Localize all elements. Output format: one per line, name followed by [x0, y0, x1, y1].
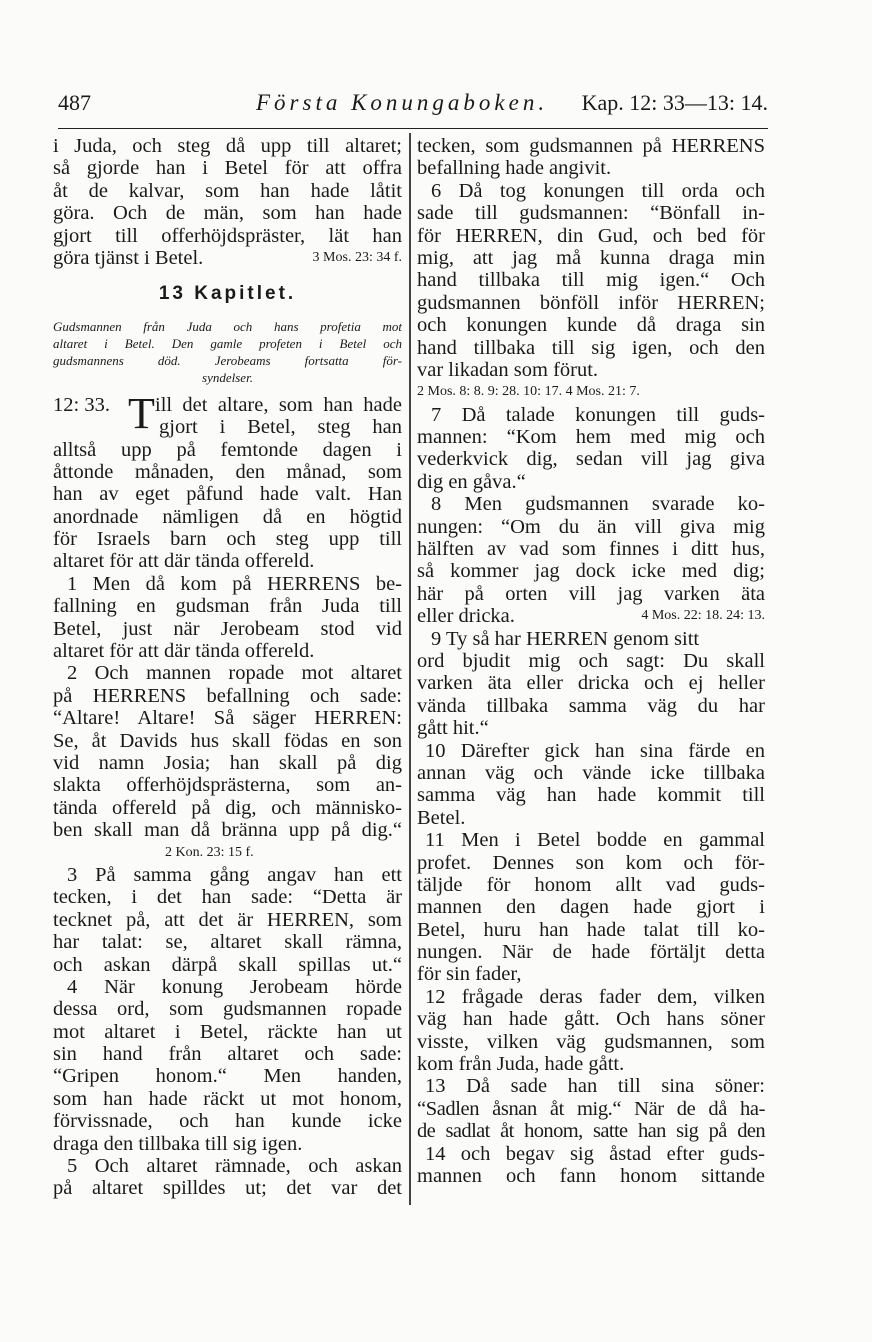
text-line: 2 Och mannen ropade mot altaret [67, 662, 402, 685]
left-column [53, 135, 402, 1205]
text-line: visste, vilken väg gudsmannen, som [417, 1030, 765, 1053]
text-line: fallning en gudsman från Juda till [53, 595, 402, 618]
text-line: nungen. När de hade förtäljt detta [417, 941, 765, 964]
text-line: mot altaret i Betel, räckte han ut [53, 1020, 402, 1043]
chapter-summary [53, 318, 402, 386]
text-line: samma väg han hade kommit till [417, 784, 765, 807]
text-line: vederkvick dig, sedan vill jag giva [417, 448, 765, 471]
text-line: gudsmannen bönföll inför HERREN; [417, 291, 765, 314]
text-line: sin hand från altaret och sade: [53, 1043, 402, 1066]
text-line: 8 Men gudsmannen svarade ko- [431, 493, 765, 516]
text-line: 6 Då tog konungen till orda och [431, 179, 765, 202]
summary-line: gudsmannens död. Jerobeams fortsatta för- [53, 352, 402, 368]
text-line: gjort till offerhöjdspräster, lät han [53, 224, 402, 247]
text-line: “Altare! Altare! Så säger HERREN: [53, 707, 402, 730]
verse-3 [53, 864, 402, 976]
text-line: dig en gåva.“ [417, 470, 526, 493]
text-fragment: eller dricka. [417, 605, 515, 628]
text-line: väg han hade gått. Och hans söner [417, 1008, 765, 1031]
text-line: alltså upp på femtonde dagen i [53, 438, 402, 461]
text-line: 13 Då sade han till sina söner: [425, 1075, 765, 1098]
text-line: 3 På samma gång angav han ett [67, 863, 402, 886]
text-line: hand tillbaka till mig igen.“ Och [417, 269, 765, 292]
text-line: mannen och fann honom sittande [417, 1164, 765, 1187]
text-line: sade till gudsmannen: “Bönfall in- [417, 202, 765, 225]
text-line: profet. Dennes son kom och för- [417, 851, 765, 874]
text-line: och askan därpå skall spillas ut.“ [53, 953, 402, 976]
cross-reference: 2 Mos. 8: 8. 9: 28. 10: 17. 4 Mos. 21: 7. [417, 384, 640, 400]
text-line: Se, åt Davids hus skall födas en son [53, 729, 402, 752]
text-line: gått hit.“ [417, 717, 489, 740]
verse-8 [417, 493, 765, 627]
text-line: mig, att jag må kunna draga min [417, 246, 765, 269]
chapter-heading: 13 Kapitlet. [158, 283, 297, 305]
cross-reference: 2 Kon. 23: 15 f. [165, 844, 254, 860]
text-line: hälften av vad som finnes i ditt hus, [417, 538, 765, 561]
verse-5-continued [417, 135, 765, 180]
text-line: har talat: se, altaret skall rämna, [53, 931, 402, 954]
verse-13 [417, 1075, 765, 1142]
summary-line: altaret i Betel. Den gamle profeten i Betel och [53, 335, 402, 351]
text-line: vända tillbaka samma väg du har [417, 694, 765, 717]
verse-11 [417, 829, 765, 986]
column-divider [409, 133, 411, 1205]
text-line: var likadan som förut. [417, 358, 599, 381]
cross-reference: 3 Mos. 23: 34 f. [312, 249, 402, 265]
cross-reference: 4 Mos. 22: 18. 24: 13. [641, 608, 765, 624]
text-line: altaret för att där tända offereld. [53, 640, 315, 663]
text-line: för Israels barn och steg upp till [53, 528, 402, 551]
verse-1 [53, 573, 402, 663]
text-line: för HERREN, din Gud, och bed för [417, 224, 765, 247]
text-line: kom från Juda, hade gått. [417, 1053, 625, 1076]
summary-line: syndelser. [202, 369, 253, 385]
text-line: så gjorde han i Betel för att offra [53, 157, 402, 180]
verse-10 [417, 740, 765, 830]
text-line: 5 Och altaret rämnade, och askan [67, 1155, 402, 1178]
text-line: åt de kalvar, som han hade låtit [53, 179, 402, 202]
text-line: altaret för att där tända offereld. [53, 550, 315, 573]
text-line: tecken, i det han sade: “Detta är [53, 886, 402, 909]
text-line: som han hade räckt ut mot honom, [53, 1087, 402, 1110]
verse-2 [53, 662, 402, 864]
text-line: här på orten vill jag varken äta [417, 582, 765, 605]
text-line: 9 Ty så har HERREN genom sitt [431, 627, 700, 650]
text-line: 10 Därefter gick han sina färde en [425, 739, 765, 762]
drop-cap: T [128, 388, 155, 438]
text-line: de sadlat åt honom, satte han sig på den [417, 1120, 765, 1143]
text-line: 11 Men i Betel bodde en gammal [425, 829, 765, 852]
text-line: anordnade nämligen då en högtid [53, 505, 402, 528]
verse-5 [53, 1155, 402, 1200]
text-line: “Gripen honom.“ Men handen, [53, 1065, 402, 1088]
text-line-with-ref [417, 605, 765, 627]
text-line: tända offereld på dig, och människo- [53, 796, 402, 819]
right-column [417, 135, 765, 1205]
text-line: 14 och begav sig åstad efter guds- [425, 1142, 765, 1165]
text-line: varken äta eller dricka och ej heller [417, 672, 765, 695]
text-line: 1 Men då kom på HERRENS be- [67, 572, 402, 595]
page-number: 487 [58, 90, 91, 115]
text-line: draga den tillbaka till sig igen. [53, 1132, 303, 1155]
text-line: förvissnade, och han kunde icke [53, 1110, 402, 1133]
text-line: mannen: “Kom hem med mig och [417, 426, 765, 449]
text-line: gjort i Betel, steg han [159, 416, 402, 439]
verse-9 [417, 628, 765, 740]
verse-12 [417, 986, 765, 1076]
text-line: dessa ord, som gudsmannen ropade [53, 998, 402, 1021]
text-line: ben skall man då bränna upp på dig.“ [53, 819, 402, 842]
verse-12-33 [53, 388, 402, 573]
text-line: “Sadlen åsnan åt mig.“ När de då ha- [417, 1097, 765, 1120]
chapter-reference: Kap. 12: 33—13: 14. [581, 90, 768, 115]
text-line: i Juda, och steg då upp till altaret; [53, 135, 402, 157]
text-line: Betel. [417, 806, 466, 829]
verse-7 [417, 404, 765, 494]
text-line: ord bjudit mig och sagt: Du skall [417, 649, 765, 672]
text-fragment: ill det altare, som han hade [155, 393, 402, 416]
text-line: på HERRENS befallning och sade: [53, 684, 402, 707]
text-line: annan väg och vände icke tillbaka [417, 761, 765, 784]
text-line: göra. Och de män, som han hade [53, 202, 402, 225]
text-line-with-ref [53, 247, 402, 269]
text-line: hand tillbaka till sig igen, och den [417, 336, 765, 359]
intro-paragraph [53, 135, 402, 269]
text-line: nungen: “Om du än vill giva mig [417, 515, 765, 538]
text-line: så kommer jag dock icke med dig; [417, 560, 765, 583]
text-line: slakta offerhöjdsprästerna, som an- [53, 774, 402, 797]
text-line: 12 frågade deras fader dem, vilken [425, 985, 765, 1008]
text-line: 4 När konung Jerobeam hörde [67, 975, 402, 998]
text-line: täljde för honom allt vad guds- [417, 873, 765, 896]
verse-number: 12: 33. [53, 393, 110, 416]
text-line: vid namn Josia; han skall på dig [53, 752, 402, 774]
text-line: Betel, huru han hade talat till ko- [417, 918, 765, 941]
text-line: mannen den dagen hade gjort i [417, 896, 765, 919]
text-line: han av eget påfund hade valt. Han [53, 483, 402, 506]
page-header [58, 88, 768, 129]
verse-6 [417, 180, 765, 404]
text-line: befallning hade angivit. [417, 157, 612, 180]
book-title: Första Konungaboken. [256, 90, 549, 115]
text-line: på altaret spilldes ut; det var det [53, 1177, 402, 1200]
text-line: tecken, som gudsmannen på HERRENS [417, 135, 765, 157]
verse-14 [417, 1143, 765, 1188]
text-line: och konungen kunde då draga sin [417, 314, 765, 337]
text-line: 7 Då talade konungen till guds- [431, 403, 765, 426]
text-fragment: göra tjänst i Betel. [53, 246, 204, 269]
text-line: för sin fader, [417, 963, 522, 986]
verse-4 [53, 976, 402, 1155]
summary-line: Gudsmannen från Juda och hans profetia mot [53, 318, 402, 334]
text-line: tecknet på, att det är HERREN, som [53, 908, 402, 931]
text-line: åttonde månaden, den månad, som [53, 460, 402, 483]
text-line: Betel, just när Jerobeam stod vid [53, 617, 402, 640]
